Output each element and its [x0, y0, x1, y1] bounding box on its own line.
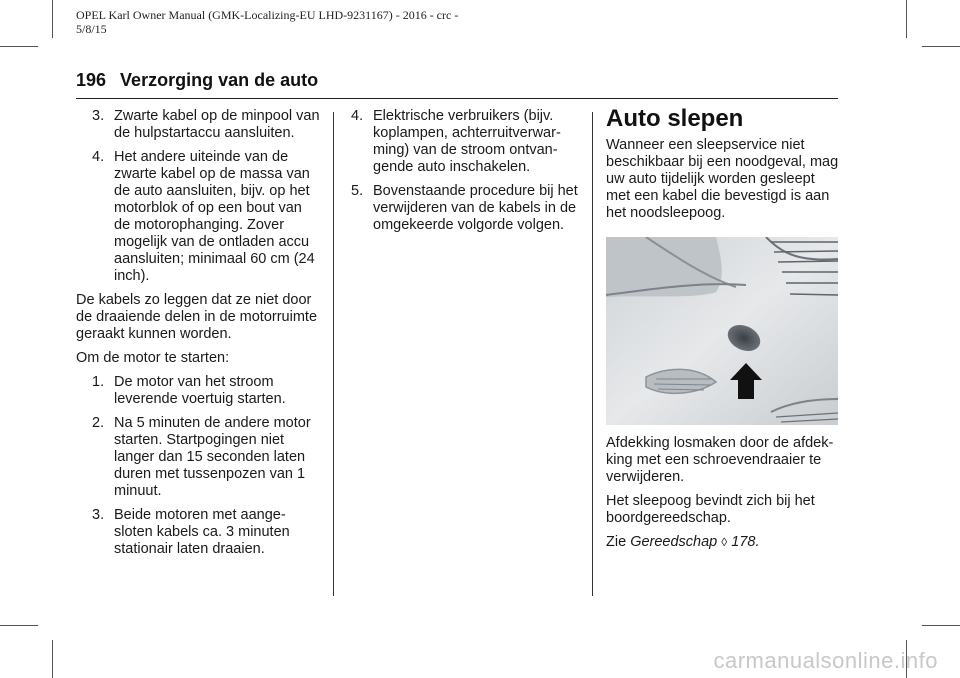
running-head — [76, 70, 318, 91]
header-rule — [76, 98, 838, 99]
list-number: 5. — [351, 183, 364, 199]
section-heading: Auto slepen — [606, 105, 744, 132]
list-text: Bovenstaande procedure bij het verwijderen van de kabels in de omgekeerde volgorde volgen. — [373, 183, 578, 233]
ref-page[interactable]: 178. — [731, 534, 760, 550]
column-divider — [592, 112, 593, 596]
crop-mark — [0, 46, 38, 47]
list-number: 2. — [92, 415, 105, 431]
page-ref-icon: ◊ — [721, 535, 728, 549]
crop-mark — [906, 0, 907, 38]
print-header-line2: 5/8/15 — [76, 22, 107, 36]
print-header-meta — [76, 8, 458, 36]
list-text: Zwarte kabel op de minpool van de hulpstartaccu aansluiten. — [114, 108, 320, 141]
page-number: 196 — [76, 70, 107, 90]
crop-mark — [922, 46, 960, 47]
list-number: 3. — [92, 507, 105, 523]
ref-link[interactable]: Gereedschap — [630, 534, 718, 550]
paragraph: De kabels zo leggen dat ze niet door de draaiende delen in de motorruimte geraakt kunnen worden. — [76, 292, 318, 342]
paragraph: Wanneer een sleepservice niet beschikbaar bij een noodgeval, mag uw auto tijdelijk worden gesleept met een kabel die bevestigd is aan het noodsleepoog. — [606, 137, 839, 221]
figure-caption: Afdekking losmaken door de afdek-king met een schroevendraaier te verwijderen. — [606, 435, 834, 485]
crop-mark — [922, 625, 960, 626]
list-text: Na 5 minuten de andere motor starten. Startpogingen niet langer dan 15 seconden laten duren met tussenpozen van 1 minuut. — [114, 415, 311, 499]
list-text: Beide motoren met aange-sloten kabels ca. 3 minuten stationair laten draaien. — [114, 507, 290, 557]
towing-eye-cover-photo — [606, 237, 838, 425]
list-item — [76, 108, 320, 142]
list-text: Elektrische verbruikers (bijv. koplampen, achterruitverwar-ming) van de stroom ontvan-gende auto inschakelen. — [373, 108, 561, 175]
section-title: Verzorging van de auto — [120, 70, 319, 90]
list-item — [76, 149, 320, 285]
list-text: Het andere uiteinde van de zwarte kabel op de massa van de auto aansluiten, bijv. op het motorblok of op een bout van de motorophanging. Zover mogelijk van de ontladen accu aansluiten; minimaal 60 cm (24 inch). — [114, 149, 315, 284]
crop-mark — [52, 640, 53, 678]
print-header-line1: OPEL Karl Owner Manual (GMK-Localizing-EU LHD-9231167) - 2016 - crc - — [76, 8, 459, 22]
list-item — [76, 415, 320, 500]
column-3 — [606, 105, 842, 558]
cross-reference — [606, 534, 842, 551]
list-item — [76, 507, 320, 558]
crop-mark — [52, 0, 53, 38]
paragraph: Om de motor te starten: — [76, 350, 230, 366]
paragraph: Het sleepoog bevindt zich bij het boordgereedschap. — [606, 493, 815, 526]
list-number: 4. — [92, 149, 105, 165]
column-divider — [333, 112, 334, 596]
list-item — [335, 108, 579, 176]
watermark: carmanualsonline.info — [713, 648, 938, 673]
list-item — [335, 183, 579, 234]
ref-prefix: Zie — [606, 534, 627, 550]
list-number: 1. — [92, 374, 105, 390]
list-number: 4. — [351, 108, 364, 124]
list-number: 3. — [92, 108, 105, 124]
list-item — [76, 374, 320, 408]
column-1 — [76, 108, 320, 565]
crop-mark — [0, 625, 38, 626]
column-2 — [335, 108, 579, 241]
list-text: De motor van het stroom leverende voertuig starten. — [114, 374, 286, 407]
